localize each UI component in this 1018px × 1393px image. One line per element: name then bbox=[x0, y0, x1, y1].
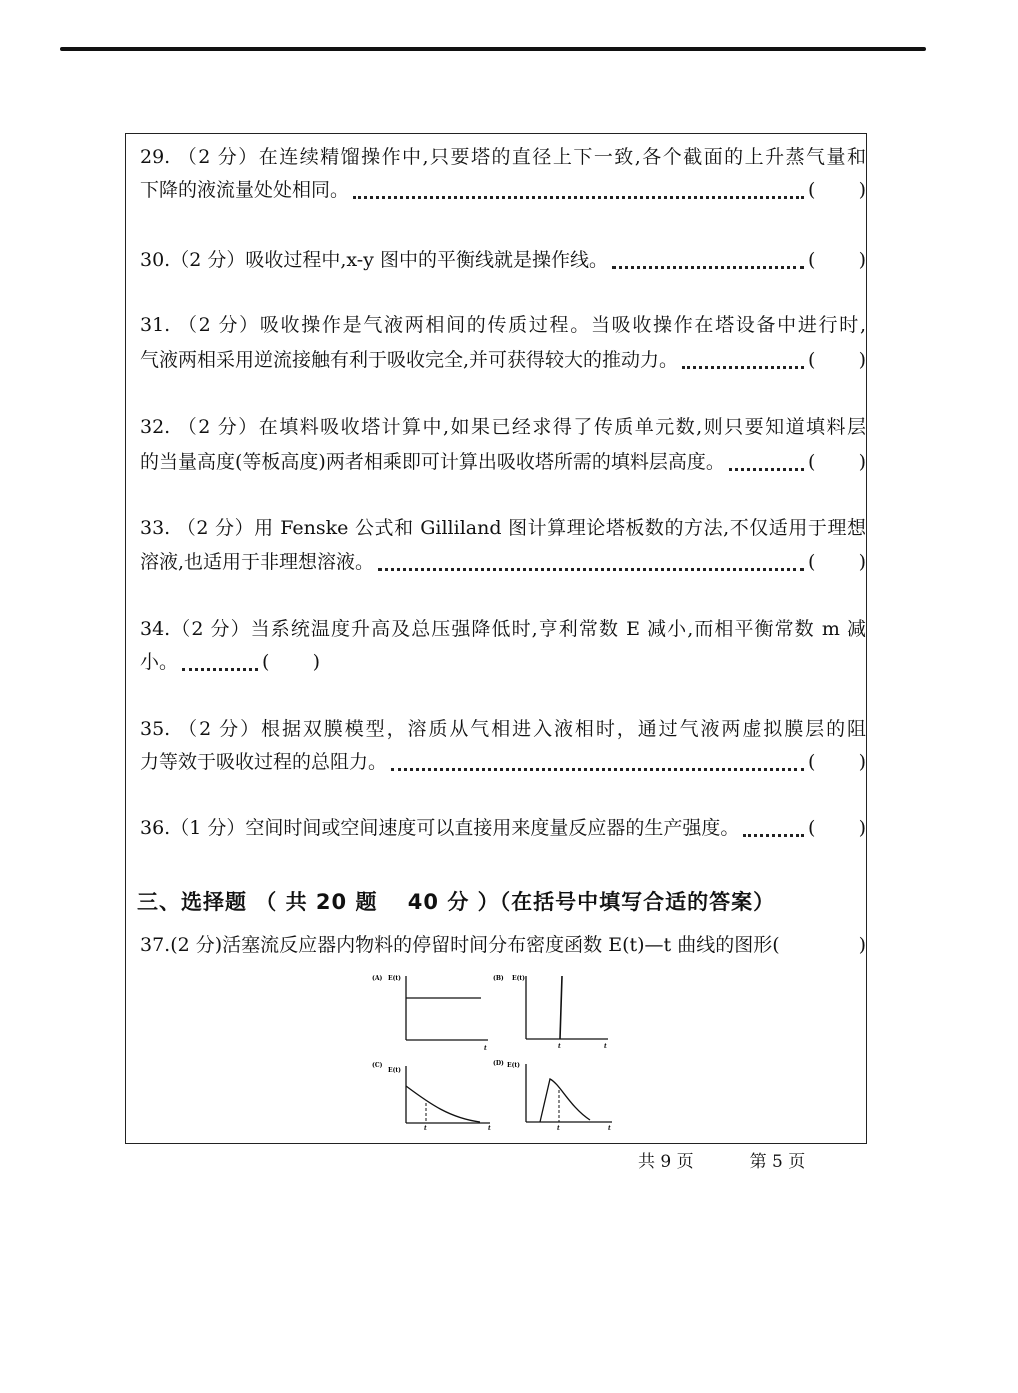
answer-blank[interactable]: ( ) bbox=[808, 179, 866, 201]
dot-leader bbox=[682, 352, 804, 369]
dot-leader bbox=[182, 654, 258, 671]
tick-label: t bbox=[557, 1125, 560, 1132]
question-31-line-2: 气液两相采用逆流接触有利于吸收完全,并可获得较大的推动力。 ( ) bbox=[140, 349, 866, 371]
panel-b bbox=[493, 975, 608, 1050]
curve-peak bbox=[540, 1079, 590, 1122]
x-axis-label: t bbox=[604, 1043, 607, 1050]
current-page: 第 5 页 bbox=[749, 1152, 806, 1172]
question-31-line-1: 31. （2 分）吸收操作是气液两相间的传质过程。当吸收操作在塔设备中进行时, bbox=[140, 314, 866, 336]
dot-leader bbox=[391, 754, 804, 771]
question-29-line-1: 29. （2 分）在连续精馏操作中,只要塔的直径上下一致,各个截面的上升蒸气量和 bbox=[140, 146, 866, 168]
question-35-line-1: 35. （2 分）根据双膜模型，溶质从气相进入液相时，通过气液两虚拟膜层的阻 bbox=[140, 718, 866, 740]
answer-blank[interactable]: ( ) bbox=[262, 651, 320, 673]
answer-blank[interactable]: ( ) bbox=[808, 349, 866, 371]
rtd-figure bbox=[360, 962, 620, 1132]
question-35-line-2: 力等效于吸收过程的总阻力。 ( ) bbox=[140, 751, 866, 773]
answer-blank[interactable]: ( ) bbox=[808, 551, 866, 573]
panel-a bbox=[372, 975, 488, 1052]
question-34-line-1: 34.（2 分）当系统温度升高及总压强降低时,亨利常数 E 减小,而相平衡常数 m 减 bbox=[140, 618, 866, 640]
panel-label: (D) bbox=[493, 1060, 504, 1067]
section-heading: 三、选择题 （ 共 20 题 40 分 ）（在括号中填写合适的答案） bbox=[137, 890, 776, 914]
x-axis-label: t bbox=[484, 1045, 487, 1052]
y-axis-label: E(t) bbox=[507, 1062, 521, 1069]
answer-blank[interactable]: ( ) bbox=[808, 817, 866, 839]
question-30-line-1: 30.（2 分）吸收过程中,x-y 图中的平衡线就是操作线。 ( ) bbox=[140, 249, 866, 271]
panel-label: (C) bbox=[372, 1062, 383, 1069]
dot-leader bbox=[743, 820, 804, 837]
curve-decay bbox=[406, 1086, 480, 1122]
panel-c bbox=[372, 1062, 491, 1132]
y-axis-label: E(t) bbox=[388, 1067, 402, 1074]
answer-blank[interactable]: ( ) bbox=[808, 451, 866, 473]
y-axis-label: E(t) bbox=[388, 975, 402, 982]
x-axis-label: t bbox=[608, 1125, 611, 1132]
total-pages: 共 9 页 bbox=[638, 1152, 694, 1172]
question-36-line-1: 36.（1 分）空间时间或空间速度可以直接用来度量反应器的生产强度。 ( ) bbox=[140, 817, 866, 839]
panel-label: (A) bbox=[372, 975, 383, 982]
question-32-line-1: 32. （2 分）在填料吸收塔计算中,如果已经求得了传质单元数,则只要知道填料层 bbox=[140, 416, 866, 438]
y-axis-label: E(t) bbox=[512, 975, 526, 982]
dot-leader bbox=[378, 554, 804, 571]
tick-label: t bbox=[558, 1043, 561, 1050]
answer-blank[interactable]: ( ) bbox=[808, 249, 866, 271]
answer-blank[interactable]: ) bbox=[858, 934, 866, 956]
dot-leader bbox=[353, 182, 804, 199]
question-37-line-1: 37.(2 分)活塞流反应器内物料的停留时间分布密度函数 E(t)—t 曲线的图形( ) bbox=[140, 934, 866, 956]
header-rule bbox=[60, 47, 926, 51]
answer-blank[interactable]: ( ) bbox=[808, 751, 866, 773]
panel-label: (B) bbox=[493, 975, 504, 982]
tick-label: t bbox=[424, 1125, 427, 1132]
page-footer bbox=[638, 1147, 805, 1172]
panel-d bbox=[493, 1060, 612, 1132]
question-32-line-2: 的当量高度(等板高度)两者相乘即可计算出吸收塔所需的填料层高度。 ( ) bbox=[140, 451, 866, 473]
question-33-line-2: 溶液,也适用于非理想溶液。 ( ) bbox=[140, 551, 866, 573]
x-axis-label: t bbox=[488, 1125, 491, 1132]
dot-leader bbox=[729, 454, 804, 471]
question-29-line-2: 下降的液流量处处相同。 ( ) bbox=[140, 179, 866, 201]
question-34-line-2: 小。 ( ) bbox=[140, 651, 320, 673]
curve-impulse bbox=[560, 976, 562, 1039]
question-33-line-1: 33. （2 分）用 Fenske 公式和 Gilliland 图计算理论塔板数的方法,不仅适用于理想 bbox=[140, 517, 866, 539]
dot-leader bbox=[612, 252, 804, 269]
